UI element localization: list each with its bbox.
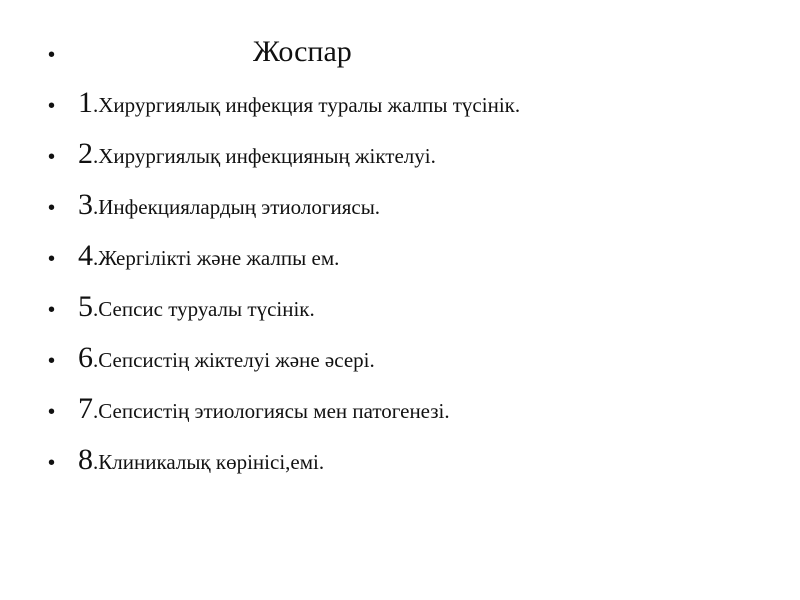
bullet-icon: • bbox=[48, 44, 56, 66]
bullet-icon: • bbox=[48, 95, 56, 117]
bullet-icon: • bbox=[48, 350, 56, 372]
item-number: 3 bbox=[78, 188, 93, 221]
list-item bbox=[48, 332, 520, 383]
bullet-icon: • bbox=[48, 248, 56, 270]
item-number: 5 bbox=[78, 290, 93, 323]
item-text: .Инфекциялардың этиологиясы. bbox=[93, 195, 381, 219]
item-number: 2 bbox=[78, 137, 93, 170]
bullet-icon: • bbox=[48, 452, 56, 474]
bullet-icon: • bbox=[48, 197, 56, 219]
item-number: 6 bbox=[78, 341, 93, 374]
title-item bbox=[48, 26, 520, 77]
bullet-icon: • bbox=[48, 146, 56, 168]
item-number: 7 bbox=[78, 392, 93, 425]
item-number: 8 bbox=[78, 443, 93, 476]
list-item bbox=[48, 383, 520, 434]
item-text: .Жергілікті және жалпы ем. bbox=[93, 246, 340, 270]
item-number: 1 bbox=[78, 86, 93, 119]
item-text: .Хирургиялық инфекция туралы жалпы түсінік. bbox=[93, 93, 521, 117]
list-item bbox=[48, 179, 520, 230]
list-item bbox=[48, 128, 520, 179]
bullet-list bbox=[48, 26, 520, 485]
bullet-icon: • bbox=[48, 299, 56, 321]
item-text: .Сепсис туруалы түсінік. bbox=[93, 297, 315, 321]
list-item bbox=[48, 281, 520, 332]
list-item bbox=[48, 230, 520, 281]
bullet-icon: • bbox=[48, 401, 56, 423]
list-item bbox=[48, 434, 520, 485]
item-text: .Хирургиялық инфекцияның жіктелуі. bbox=[93, 144, 436, 168]
item-text: .Клиникалық көрінісі,емі. bbox=[93, 450, 325, 474]
item-text: .Сепсистің этиологиясы мен патогенезі. bbox=[93, 399, 450, 423]
item-number: 4 bbox=[78, 239, 93, 272]
list-item bbox=[48, 77, 520, 128]
slide-title: Жоспар bbox=[253, 35, 352, 68]
item-text: .Сепсистің жіктелуі және әсері. bbox=[93, 348, 375, 372]
